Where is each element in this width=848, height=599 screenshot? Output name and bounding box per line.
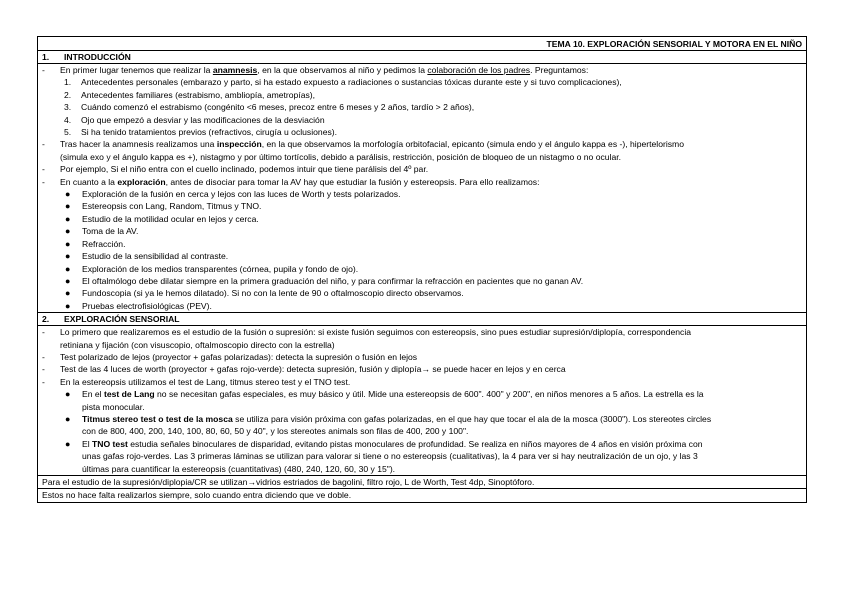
section-2-heading: 2. EXPLORACIÓN SENSORIAL xyxy=(38,312,806,326)
list-item-titmus-cont: con de 800, 400, 200, 140, 100, 80, 60, 50 y 40", y los stereotes animals son filas de 400, 200 y 100". xyxy=(82,426,469,437)
list-item: ● Exploración de la fusión en cerca y lejos con las luces de Worth y tests polarizados. xyxy=(65,189,401,200)
section-1-heading: 1. INTRODUCCIÓN xyxy=(38,51,806,64)
paragraph-fusion: - Lo primero que realizaremos es el estudio de la fusión o supresión: si existe fusión seguimos con estereopsis, sino pues estudiar supresión/diplopía, correspondencia xyxy=(42,327,692,338)
paragraph-inspection: - Tras hacer la anamnesis realizamos una inspección, en la que observamos la morfología orbitofacial, epicanto (simula endo y el ángulo kappa es -), hipertelorismo xyxy=(42,139,684,150)
paragraph-inspection-cont: (simula exo y el ángulo kappa es +), nistagmo y por último tortícolis, debido a parálisis, restricción, posición de bloqueo de un nistagmo o no ocular. xyxy=(60,151,622,162)
list-item-lang-cont: pista monocular. xyxy=(82,401,145,412)
list-item-titmus: ● Titmus stereo test o test de la mosca se utiliza para visión próxima con gafas polarizadas, en el que hay que tocar el ala de la mosca (3000"). Los stereotes circles xyxy=(65,413,712,424)
list-item-tno-cont: unas gafas rojo-verdes. Las 3 primeras láminas se utilizan para valorar si tiene o no estereopsis (cualitativas), la 4 para ver si hay neutralización de un ojo, y las 3 xyxy=(82,451,698,462)
list-item: ● Refracción. xyxy=(65,238,126,249)
list-item: ● El oftalmólogo debe dilatar siempre en la primera graduación del niño, y para confirmar la refracción en pacientes que no ganan AV. xyxy=(65,275,584,286)
content-table xyxy=(37,36,807,503)
list-item: ● Estudio de la motilidad ocular en lejos y cerca. xyxy=(65,213,259,224)
paragraph-exploration: - En cuanto a la exploración, antes de disociar para tomar la AV hay que estudiar la fusión y estereopsis. Para ello realizamos: xyxy=(42,176,540,187)
list-item: 3. Cuándo comenzó el estrabismo (congénito <6 meses, precoz entre 6 meses y 2 años, tardío > 2 años), xyxy=(64,102,475,113)
list-item: ● Toma de la AV. xyxy=(65,226,139,237)
paragraph-fusion-cont: retiniana y fijación (con visuscopio, oftalmoscopio directo con la estrella) xyxy=(60,339,335,350)
list-item: 4. Ojo que empezó a desviar y las modificaciones de la desviación xyxy=(64,114,325,125)
footnote-double-vision: Estos no hace falta realizarlos siempre, solo cuando entra diciendo que ve doble. xyxy=(38,488,806,501)
list-item: 5. Si ha tenido tratamientos previos (refractivos, cirugía u oclusiones). xyxy=(64,127,338,138)
list-item: ● Estudio de la sensibilidad al contraste. xyxy=(65,251,229,262)
document-page xyxy=(37,36,807,503)
list-item: 1. Antecedentes personales (embarazo y parto, si ha estado expuesto a radiaciones o sustancias tóxicas durante este y si tuvo complicaciones), xyxy=(64,77,622,88)
paragraph-polarized-test: - Test polarizado de lejos (proyector + gafas polarizadas): detecta la supresión o fusión en lejos xyxy=(42,351,418,362)
paragraph-worth-test: - Test de las 4 luces de worth (proyector + gafas rojo-verde): detecta supresión, fusión y diplopía→ se puede hacer en lejos y en cerca xyxy=(42,364,566,375)
list-item-lang: ● En el test de Lang no se necesitan gafas especiales, es muy básico y útil. Mide una estereopsis de 600". 400" y 200", en niños menores a 5 años. La estrella es la xyxy=(65,389,704,400)
list-item: ● Exploración de los medios transparentes (córnea, pupila y fondo de ojo). xyxy=(65,263,359,274)
list-item: 2. Antecedentes familiares (estrabismo, ambliopía, ametropías), xyxy=(64,89,316,100)
page-title: TEMA 10. EXPLORACIÓN SENSORIAL Y MOTORA EN EL NIÑO xyxy=(38,37,806,51)
list-item: ● Estereopsis con Lang, Random, Titmus y TNO. xyxy=(65,201,262,212)
list-item: ● Fundoscopia (si ya le hemos dilatado). Si no con la lente de 90 o oftalmoscopio directo observamos. xyxy=(65,288,464,299)
list-item: ● Pruebas electrofisiológicas (PEV). xyxy=(65,300,212,311)
paragraph-example: - Por ejemplo, Si el niño entra con el cuello inclinado, podemos intuir que tiene parálisis del 4º par. xyxy=(42,164,429,175)
paragraph-stereopsis: - En la estereopsis utilizamos el test de Lang, titmus stereo test y el TNO test. xyxy=(42,376,351,387)
footnote-suppression: Para el estudio de la supresión/diplopia/CR se utilizan→vidrios estriados de bagolini, filtro rojo, L de Worth, Test 4dp, Sinoptóforo. xyxy=(38,475,806,488)
list-item-tno: ● El TNO test estudia señales binoculares de disparidad, evitando pistas monoculares de profundidad. Se realiza en niños mayores de 4 años en visión próxima con xyxy=(65,438,703,449)
list-item-tno-cont: últimas para cuantificar la estereopsis (cuantitativas) (480, 240, 120, 60, 30 y 15"). xyxy=(82,463,396,474)
paragraph-anamnesis: - En primer lugar tenemos que realizar la anamnesis, en la que observamos al niño y pedimos la colaboración de los padres. Preguntamos: xyxy=(42,65,589,75)
